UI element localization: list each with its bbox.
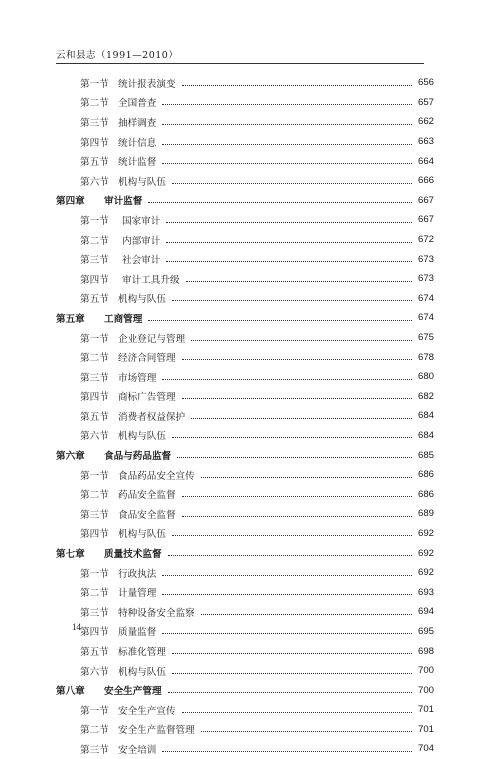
section-number: 第四节 — [80, 274, 109, 286]
section-title: 机构与队伍 — [118, 176, 166, 188]
toc-page-number: 667 — [417, 194, 434, 206]
toc-section-row — [56, 230, 434, 250]
dot-leader — [172, 653, 412, 654]
toc-section-row — [56, 582, 434, 602]
toc-section-row — [56, 504, 434, 524]
toc-page-number: 678 — [417, 351, 434, 363]
toc-page-number: 692 — [417, 567, 434, 579]
dot-leader — [162, 751, 412, 752]
dot-leader — [201, 477, 412, 478]
section-title: 统计监督 — [118, 157, 157, 169]
section-number: 第一节 — [80, 78, 109, 90]
section-title: 安全生产宣传 — [118, 705, 176, 717]
section-number: 第一节 — [80, 568, 109, 580]
toc-page-number: 704 — [417, 743, 434, 755]
toc-page-number: 700 — [417, 665, 434, 677]
toc-section-row — [56, 661, 434, 681]
section-title: 机构与队伍 — [118, 666, 166, 678]
toc-page-number: 700 — [417, 684, 434, 696]
dot-leader — [162, 104, 412, 105]
toc-page-number: 656 — [417, 77, 434, 89]
chapter-title: 安全生产管理 — [104, 686, 162, 698]
toc-section-row — [56, 347, 434, 367]
dot-leader — [172, 535, 412, 536]
section-number: 第四节 — [80, 627, 109, 639]
section-number: 第三节 — [80, 607, 109, 619]
section-title: 商标广告管理 — [118, 392, 176, 404]
toc-section-row — [56, 387, 434, 407]
dot-leader — [191, 340, 412, 341]
section-number: 第四节 — [80, 392, 109, 404]
toc-section-row — [56, 73, 434, 93]
dot-leader — [148, 320, 412, 321]
toc-page-number: 684 — [417, 410, 434, 422]
dot-leader — [168, 692, 412, 693]
toc-section-row — [56, 720, 434, 740]
toc-page-number: 693 — [417, 586, 434, 598]
toc-page-number: 694 — [417, 606, 434, 618]
section-title: 机构与队伍 — [118, 529, 166, 541]
toc-section-row — [56, 171, 434, 191]
chapter-number: 第五章 — [56, 313, 85, 325]
dot-leader — [182, 359, 412, 360]
toc-page-number: 666 — [417, 175, 434, 187]
toc-page-number: 701 — [417, 704, 434, 716]
toc-section-row — [56, 328, 434, 348]
section-title: 市场管理 — [118, 372, 157, 384]
dot-leader — [162, 379, 412, 380]
page-number: 14 — [72, 622, 81, 632]
dot-leader — [162, 163, 412, 164]
section-number: 第五节 — [80, 294, 109, 306]
dot-leader — [172, 673, 412, 674]
toc-chapter-row — [56, 191, 434, 211]
chapter-number: 第四章 — [56, 196, 85, 208]
section-number: 第一节 — [80, 333, 109, 345]
dot-leader — [168, 555, 412, 556]
dot-leader — [162, 124, 412, 125]
section-number: 第二节 — [80, 353, 109, 365]
section-title: 企业登记与管理 — [118, 333, 186, 345]
section-title: 标准化管理 — [118, 647, 166, 659]
toc-section-row — [56, 93, 434, 113]
dot-leader — [191, 418, 412, 419]
section-title: 经济合同管理 — [118, 353, 176, 365]
toc-section-row — [56, 641, 434, 661]
toc-page-number: 663 — [417, 136, 434, 148]
toc-section-row — [56, 151, 434, 171]
dot-leader — [162, 594, 412, 595]
toc-section-row — [56, 700, 434, 720]
section-number: 第一节 — [80, 470, 109, 482]
section-title: 抽样调查 — [118, 117, 157, 129]
toc-section-row — [56, 465, 434, 485]
section-title: 国家审计 — [122, 215, 161, 227]
dot-leader — [172, 437, 412, 438]
toc-section-row — [56, 249, 434, 269]
toc-page-number: 701 — [417, 723, 434, 735]
section-title: 统计信息 — [118, 137, 157, 149]
section-number: 第二节 — [80, 235, 109, 247]
toc-section-row — [56, 269, 434, 289]
section-title: 安全生产监督管理 — [118, 725, 195, 737]
section-number: 第二节 — [80, 98, 109, 110]
section-number: 第三节 — [80, 117, 109, 129]
dot-leader — [177, 457, 412, 458]
dot-leader — [186, 281, 412, 282]
dot-leader — [166, 222, 412, 223]
section-number: 第五节 — [80, 411, 109, 423]
toc-section-row — [56, 602, 434, 622]
section-title: 质量监督 — [118, 627, 157, 639]
toc-page-number: 664 — [417, 155, 434, 167]
toc-section-row — [56, 484, 434, 504]
toc-section-row — [56, 289, 434, 309]
toc-page-number: 698 — [417, 645, 434, 657]
toc-section-row — [56, 622, 434, 642]
chapter-number: 第八章 — [56, 686, 85, 698]
section-title: 安全培训 — [118, 744, 157, 756]
toc-page-number: 674 — [417, 292, 434, 304]
toc-page-number: 692 — [417, 527, 434, 539]
toc-page-number: 685 — [417, 449, 434, 461]
toc-section-row — [56, 739, 434, 759]
toc-section-row — [56, 406, 434, 426]
section-title: 全国普查 — [118, 98, 157, 110]
section-title: 社会审计 — [122, 255, 161, 267]
section-number: 第一节 — [80, 215, 109, 227]
toc-section-row — [56, 524, 434, 544]
dot-leader — [182, 516, 412, 517]
chapter-title: 食品与药品监督 — [104, 451, 172, 463]
toc-page-number: 662 — [417, 116, 434, 128]
toc-page-number: 686 — [417, 488, 434, 500]
chapter-title: 质量技术监督 — [104, 549, 162, 561]
dot-leader — [148, 202, 412, 203]
section-number: 第三节 — [80, 372, 109, 384]
chapter-title: 审计监督 — [104, 196, 143, 208]
section-title: 计量管理 — [118, 588, 157, 600]
section-number: 第四节 — [80, 137, 109, 149]
section-number: 第五节 — [80, 157, 109, 169]
dot-leader — [162, 575, 412, 576]
section-title: 行政执法 — [118, 568, 157, 580]
dot-leader — [182, 496, 412, 497]
toc-page-number: 692 — [417, 547, 434, 559]
toc-page-number: 689 — [417, 508, 434, 520]
section-number: 第六节 — [80, 176, 109, 188]
section-title: 内部审计 — [122, 235, 161, 247]
dot-leader — [162, 144, 412, 145]
toc-page-number: 672 — [417, 234, 434, 246]
toc-page-number: 680 — [417, 371, 434, 383]
section-number: 第五节 — [80, 647, 109, 659]
toc-section-row — [56, 210, 434, 230]
toc-section-row — [56, 563, 434, 583]
dot-leader — [166, 242, 412, 243]
section-number: 第六节 — [80, 666, 109, 678]
toc-chapter-row — [56, 445, 434, 465]
section-number: 第二节 — [80, 725, 109, 737]
toc-page-number: 682 — [417, 390, 434, 402]
header-rule — [56, 63, 424, 64]
chapter-number: 第六章 — [56, 451, 85, 463]
dot-leader — [201, 614, 412, 615]
toc-chapter-row — [56, 680, 434, 700]
section-title: 特种设备安全监察 — [118, 607, 195, 619]
section-title: 统计报表演变 — [118, 78, 176, 90]
dot-leader — [172, 300, 412, 301]
dot-leader — [162, 633, 412, 634]
toc-page-number: 667 — [417, 214, 434, 226]
toc-section-row — [56, 367, 434, 387]
section-number: 第二节 — [80, 490, 109, 502]
section-title: 机构与队伍 — [118, 294, 166, 306]
section-number: 第二节 — [80, 588, 109, 600]
dot-leader — [182, 85, 412, 86]
section-title: 审计工具升级 — [122, 274, 180, 286]
dot-leader — [201, 731, 412, 732]
toc-section-row — [56, 132, 434, 152]
section-number: 第一节 — [80, 705, 109, 717]
section-number: 第三节 — [80, 744, 109, 756]
section-title: 机构与队伍 — [118, 431, 166, 443]
toc-page-number: 695 — [417, 625, 434, 637]
toc-page-number: 657 — [417, 96, 434, 108]
toc-chapter-row — [56, 308, 434, 328]
dot-leader — [166, 261, 412, 262]
chapter-title: 工商管理 — [104, 313, 143, 325]
toc-section-row — [56, 426, 434, 446]
toc-page-number: 673 — [417, 273, 434, 285]
running-header: 云和县志（1991—2010） — [56, 50, 179, 61]
dot-leader — [182, 398, 412, 399]
section-number: 第三节 — [80, 509, 109, 521]
dot-leader — [172, 183, 412, 184]
section-title: 食品药品安全宣传 — [118, 470, 195, 482]
section-title: 消费者权益保护 — [118, 411, 186, 423]
toc-page-number: 673 — [417, 253, 434, 265]
toc-page-number: 675 — [417, 332, 434, 344]
section-number: 第四节 — [80, 529, 109, 541]
section-title: 药品安全监督 — [118, 490, 176, 502]
section-title: 食品安全监督 — [118, 509, 176, 521]
section-number: 第三节 — [80, 255, 109, 267]
toc-page-number: 686 — [417, 469, 434, 481]
toc-page-number: 684 — [417, 429, 434, 441]
toc-chapter-row — [56, 543, 434, 563]
chapter-number: 第七章 — [56, 549, 85, 561]
section-number: 第六节 — [80, 431, 109, 443]
toc-page-number: 674 — [417, 312, 434, 324]
dot-leader — [182, 712, 412, 713]
table-of-contents — [56, 73, 434, 759]
toc-section-row — [56, 112, 434, 132]
